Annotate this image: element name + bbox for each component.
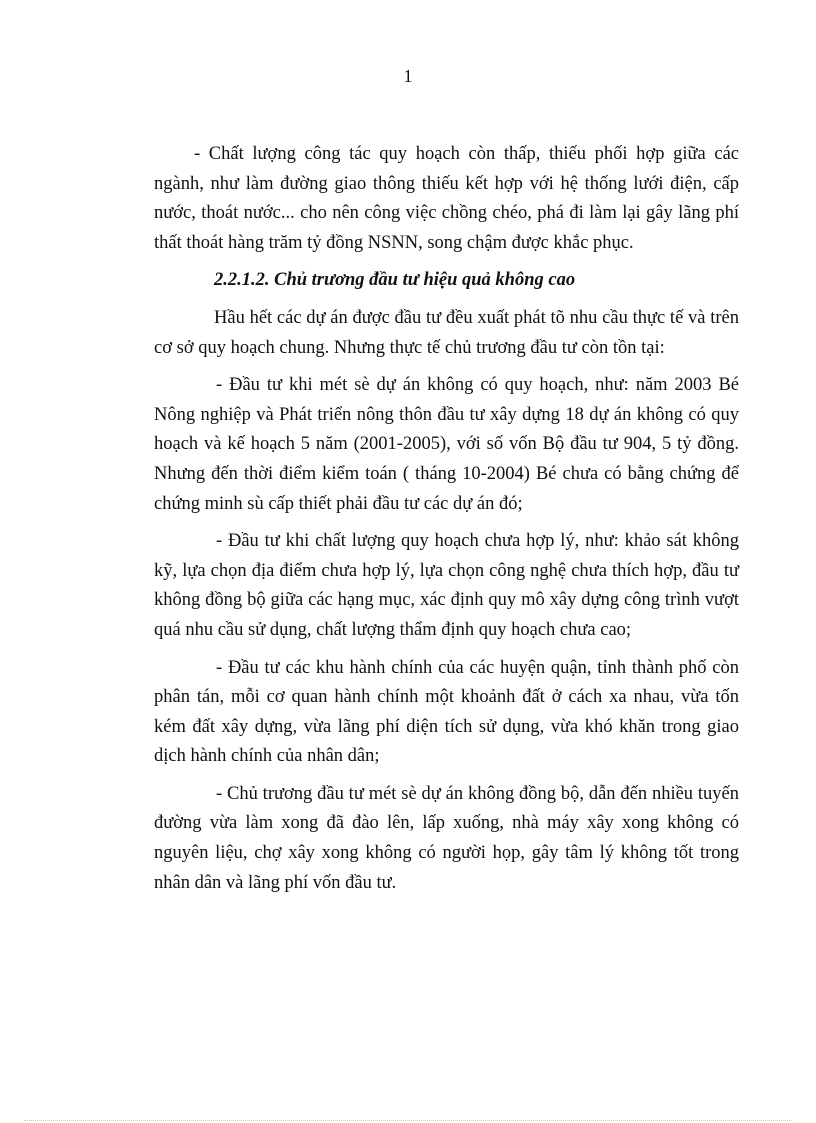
paragraph-poor-planning: - Đầu tư khi chất lượng quy hoạch chưa hợp lý, như: khảo sát không kỹ, lựa chọn địa điểm chưa hợp lý, lựa chọn công nghệ chưa thích hợp, đầu tư không đồng bộ giữa các hạng mục, xác định quy mô xây dựng công trình vượt quá nhu cầu sử dụng, chất lượng thẩm định quy hoạch chưa cao; [154, 531, 739, 640]
document-body [154, 140, 739, 906]
section-heading: 2.2.1.2. Chủ trương đầu tư hiệu quả không cao [214, 270, 576, 291]
paragraph-no-planning: - Đầu tư khi mét sè dự án không có quy hoạch, như: năm 2003 Bé Nông nghiệp và Phát triển nông thôn đầu tư xây dựng 18 dự án không có quy hoạch và kế hoạch 5 năm (2001-2005), với số vốn Bộ đầu tư 904, 5 tỷ đồng. Nhưng đến thời điểm kiểm toán ( tháng 10-2004) Bé chưa có bằng chứng để chứng minh sù cấp thiết phải đầu tư các dự án đó; [154, 375, 739, 514]
page-number: 1 [403, 66, 413, 86]
paragraph-unsynchronized: - Chủ trương đầu tư mét sè dự án không đồng bộ, dẫn đến nhiều tuyến đường vừa làm xong đã đào lên, lấp xuống, nhà máy xây xong không có nguyên liệu, chợ xây xong không có người họp, gây tâm lý không tốt trong nhân dân và lãng phí vốn đầu tư. [154, 783, 739, 893]
paragraph-intro: Hầu hết các dự án được đầu tư đều xuất phát tõ nhu cầu thực tế và trên cơ sở quy hoạch chung. Nhưng thực tế chủ trương đầu tư còn tồn tại: [154, 307, 739, 358]
page-bottom-divider [24, 1120, 792, 1121]
paragraph-planning-quality: - Chất lượng công tác quy hoạch còn thấp, thiếu phối hợp giữa các ngành, như làm đường giao thông thiếu kết hợp với hệ thống lưới điện, cấp nước, thoát nước... cho nên công việc chồng chéo, phá đi làm lại gây lãng phí thất thoát hàng trăm tỷ đồng NSNN, song chậm được khắc phục. [154, 144, 739, 253]
paragraph-scattered-admin: - Đầu tư các khu hành chính của các huyện quận, tỉnh thành phố còn phân tán, mỗi cơ quan hành chính một khoảnh đất ở cách xa nhau, vừa tốn kém đất xây dựng, vừa lãng phí diện tích sử dụng, vừa khó khăn trong giao dịch hành chính của nhân dân; [154, 657, 739, 767]
